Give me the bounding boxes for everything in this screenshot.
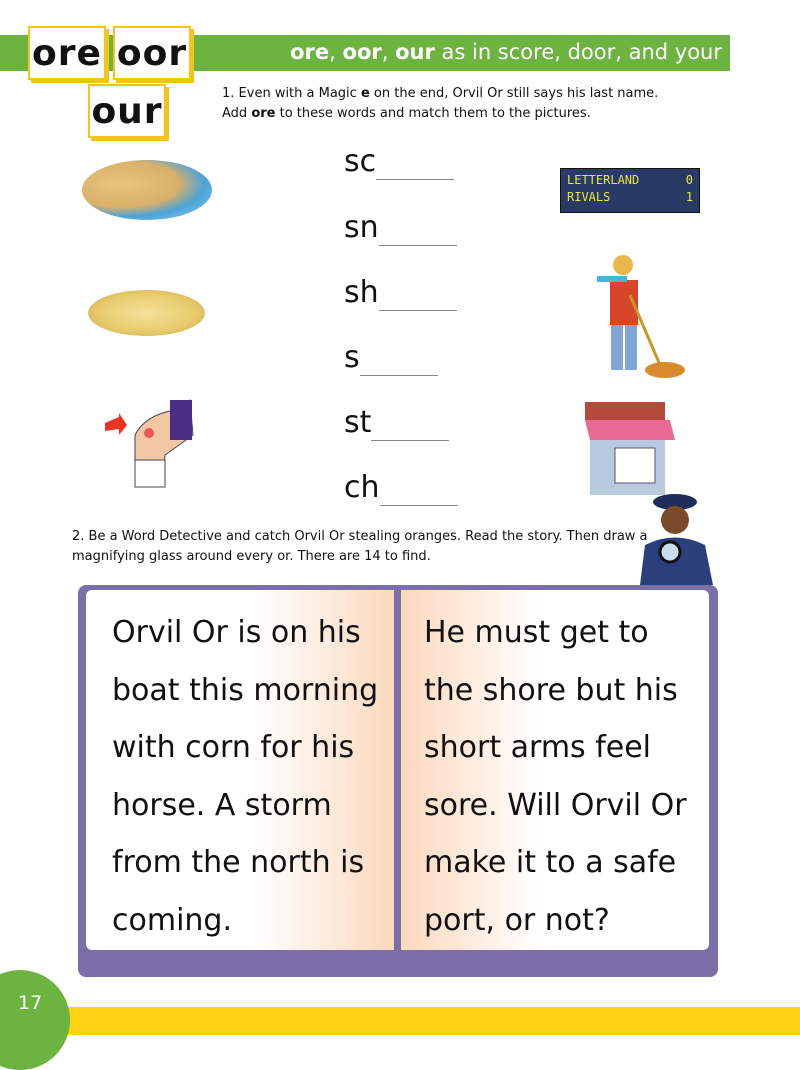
- story-line: short arms feel: [424, 730, 652, 765]
- word-item: [344, 340, 438, 376]
- t: 2. Be a Word Detective and catch Orvil Or stealing oranges. Read the story. Then draw a: [72, 529, 648, 544]
- title-rest: as in score, door, and your: [434, 40, 722, 64]
- team: RIVALS: [567, 190, 611, 204]
- story-right: [424, 604, 687, 949]
- story-line: the shore but his: [424, 672, 678, 708]
- story-line: horse. A storm: [112, 787, 332, 823]
- tile-ore: ore: [28, 26, 106, 80]
- word: sc: [344, 144, 377, 179]
- word-item: [344, 275, 457, 311]
- t: Add: [222, 106, 252, 121]
- story-line: He must get to: [424, 615, 649, 650]
- q1-instructions: [222, 84, 658, 124]
- q2-instructions: [72, 527, 648, 567]
- story-left: [112, 604, 378, 949]
- word: st: [344, 405, 372, 440]
- word: s: [344, 340, 360, 375]
- scoreboard-picture: [560, 168, 700, 213]
- t: ore: [251, 106, 276, 121]
- page-number: 17: [18, 992, 43, 1014]
- story-line: coming.: [112, 902, 232, 938]
- sweeping-man-picture: [585, 250, 690, 380]
- title-our: our: [395, 40, 435, 64]
- tile-our: our: [88, 84, 166, 138]
- sep: ,: [329, 40, 343, 64]
- footer-bar: [0, 1007, 800, 1035]
- story-line: with corn for his: [112, 730, 355, 765]
- word: sh: [344, 275, 379, 310]
- t: magnifying glass around every or. There are 14 to find.: [72, 549, 431, 564]
- t: 1. Even with a Magic: [222, 86, 361, 101]
- word-item: [344, 144, 454, 180]
- answer-blank[interactable]: [360, 347, 438, 376]
- word-item: [344, 405, 449, 441]
- word: ch: [344, 470, 380, 505]
- story-line: make it to a safe: [424, 845, 677, 880]
- story-line: Orvil Or is on his: [112, 615, 361, 650]
- word-item: [344, 470, 458, 506]
- tile-oor: oor: [113, 26, 191, 80]
- score-row: [567, 189, 693, 206]
- story-line: from the north is: [112, 845, 365, 880]
- word-item: [344, 210, 457, 246]
- t: e: [360, 86, 370, 101]
- page-number-badge: [0, 970, 70, 1070]
- sep: ,: [381, 40, 396, 64]
- story-line: boat this morning: [112, 672, 379, 708]
- story-line: port, or not?: [424, 902, 610, 938]
- score: 0: [685, 173, 693, 187]
- detective-picture: [635, 490, 720, 585]
- sore-knee-picture: [105, 395, 195, 490]
- score-row: [567, 172, 693, 189]
- t: on the end, Orvil Or still says his last name.: [369, 86, 659, 101]
- answer-blank[interactable]: [376, 151, 454, 180]
- shop-picture: [585, 400, 675, 495]
- beach-picture: [82, 160, 212, 220]
- answer-blank[interactable]: [379, 282, 457, 311]
- word: sn: [344, 210, 379, 245]
- page-title: [290, 37, 722, 67]
- sleeping-boy-picture: [88, 290, 205, 336]
- story-line: sore. Will Orvil Or: [424, 787, 687, 823]
- title-ore: ore: [290, 40, 330, 64]
- score: 1: [685, 190, 693, 204]
- team: LETTERLAND: [567, 173, 640, 187]
- answer-blank[interactable]: [380, 477, 458, 506]
- t: to these words and match them to the pictures.: [275, 106, 591, 121]
- title-oor: oor: [342, 40, 382, 64]
- answer-blank[interactable]: [371, 412, 449, 441]
- answer-blank[interactable]: [379, 217, 457, 246]
